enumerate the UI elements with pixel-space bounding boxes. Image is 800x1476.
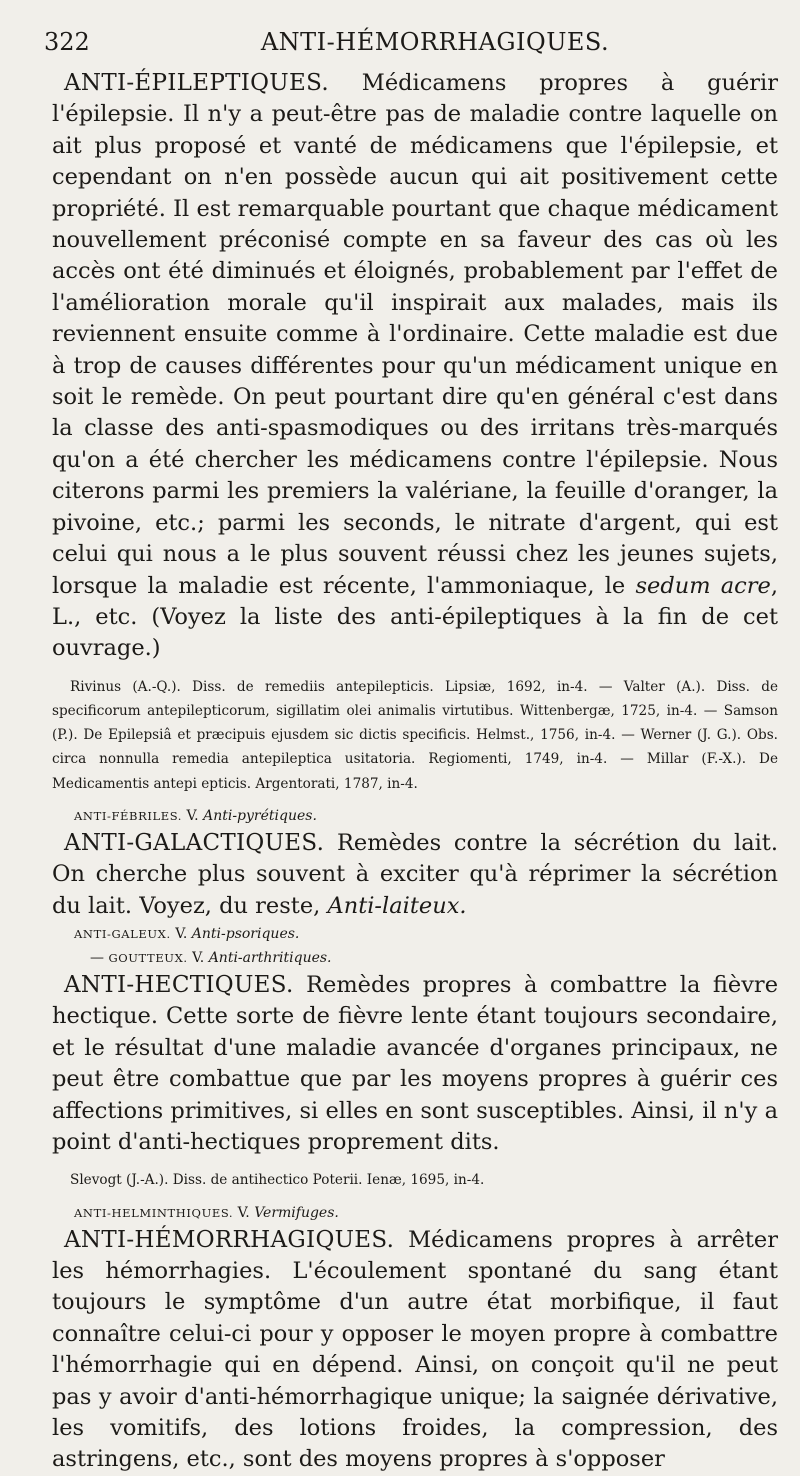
xref-term: ANTI-HELMINTHIQUES. (74, 1205, 234, 1220)
xref-dash: — (90, 949, 104, 966)
entry-text-end: , L., etc. (Voyez la liste des anti-épileptiques à la fin de cet ouvrage.) (52, 572, 778, 662)
xref-see: V. (192, 949, 205, 966)
xref-target: Anti-psoriques. (191, 925, 300, 942)
entry-text: Remèdes propres à combattre la fièvre hectique. Cette sorte de fièvre lente étant toujours secondaire, et le résultat d'une maladie avancée d'organes principaux, ne peut être combattue que par les moyens propres à guérir ces affections primitives, si elles en sont susceptibles. Ainsi, il n'y a point d'anti-hectiques proprement dits. (52, 971, 779, 1155)
xref-target: Anti-pyrétiques. (203, 807, 317, 824)
xref-target: Vermifuges. (254, 1204, 339, 1221)
page-number: 322 (44, 28, 90, 56)
xref-term: ANTI-GALEUX. (74, 926, 171, 941)
xref-target: Anti-arthritiques. (208, 949, 332, 966)
xref-term: ANTI-FÉBRILES. (74, 808, 183, 823)
references-anti-hectiques: Slevogt (J.-A.). Diss. de antihectico Poterii. Ienæ, 1695, in-4. (70, 1172, 485, 1189)
entry-anti-epileptiques (52, 68, 778, 665)
cross-reference-anti-galeux (52, 922, 778, 946)
italic-term: sedum acre (635, 572, 771, 599)
cross-reference-anti-febriles (52, 804, 778, 828)
xref-see: V. (175, 925, 188, 942)
xref-see: V. (186, 807, 199, 824)
entry-text: Médicamens propres à guérir l'épilepsie. Il n'y a peut-être pas de maladie contre laquelle on ait plus proposé et vanté de médicamens que l'épilepsie, et cependant on n'en possède aucun qui ait positivement cette propriété. Il est remarquable pourtant que chaque médicament nouvellement préconisé compte en sa faveur des cas où les accès ont été diminués et éloignés, probablement par l'effet de l'amélioration morale qu'il inspirait aux malades, mais ils reviennent ensuite comme à l'ordinaire. Cette maladie est due à trop de causes différentes pour qu'un médicament unique en soit le remède. On peut pourtant dire qu'en général c'est dans la classe des anti-spasmodiques ou des irritans très-marqués qu'on a été chercher les médicamens contre l'épilepsie. Nous citerons parmi les premiers la valériane, la feuille d'oranger, la pivoine, etc.; parmi les seconds, le nitrate d'argent, qui est celui qui nous a le plus souvent réussi chez les jeunes sujets, lorsque la maladie est récente, l'ammoniaque, le (52, 70, 779, 599)
entry-text: Médicamens propres à arrêter les hémorrhagies. L'écoulement spontané du sang étant toujours le symptôme d'un autre état morbifique, il faut connaître celui-ci pour y opposer le moyen propre à combattre l'hémorrhagie qui en dépend. Ainsi, on conçoit qu'il ne peut pas y avoir d'anti-hémorrhagique unique; la saignée dérivative, les vomitifs, des lotions froides, la compression, des astringens, etc., sont des moyens propres à s'opposer (52, 1226, 778, 1473)
headword-anti-hemorrhagiques: ANTI-HÉMORRHAGIQUES. (64, 1226, 395, 1253)
entry-anti-hemorrhagiques (52, 1225, 778, 1476)
cross-reference-anti-goutteux (52, 946, 778, 970)
entry-anti-hectiques (52, 970, 778, 1158)
entry-anti-galactiques (52, 828, 778, 922)
headword-anti-hectiques: ANTI-HECTIQUES. (64, 971, 294, 998)
cross-reference-anti-helminthiques (52, 1201, 778, 1225)
references-anti-epileptiques: Rivinus (A.-Q.). Diss. de remediis antepilepticis. Lipsiæ, 1692, in-4. — Valter (A.). Diss. de specificorum antepilepticorum, sigillatim olei animalis virtutibus. Wittenbergæ, 1725, in-4. — Samson (P.). De Epilepsiâ et præcipuis ejusdem sic dictis specificis. Helmst., 1756, in-4. — Werner (J. G.). Obs. circa nonnulla remedia antepileptica usitatoria. Regiomenti, 1749, in-4. — Millar (F.-X.). De Medicamentis antepi epticis. Argentorati, 1787, in-4. (52, 678, 778, 792)
xref-see: V. (237, 1204, 250, 1221)
headword-anti-galactiques: ANTI-GALACTIQUES. (64, 829, 325, 856)
page-header (44, 28, 778, 64)
entry-text: Remèdes contre la sécrétion du lait. On cherche plus souvent à exciter qu'à réprimer la sécrétion du lait. Voyez, du reste, (52, 829, 779, 919)
italic-term: Anti-laiteux. (327, 892, 467, 919)
running-head: ANTI-HÉMORRHAGIQUES. (260, 28, 610, 56)
headword-anti-epileptiques: ANTI-ÉPILEPTIQUES. (64, 70, 329, 96)
xref-term: GOUTTEUX. (108, 950, 188, 965)
